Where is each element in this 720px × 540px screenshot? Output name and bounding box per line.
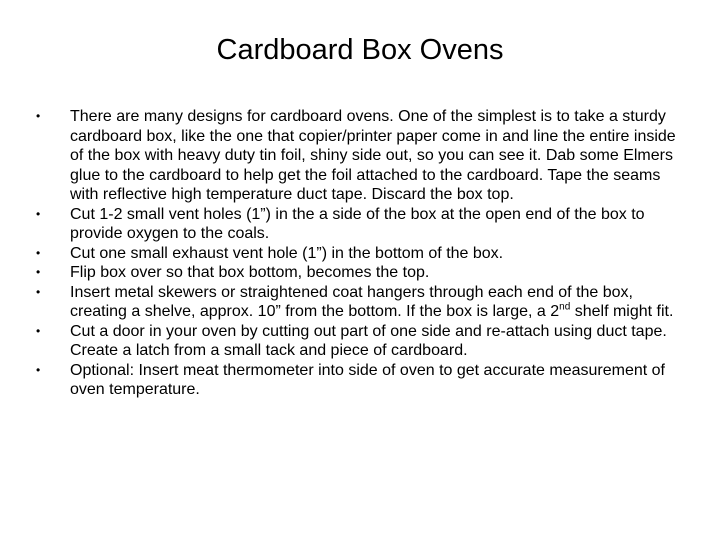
- bullet-text: Cut 1-2 small vent holes (1”) in the a side of the box at the open end of the box to provide oxygen to the coals.: [70, 205, 645, 242]
- list-item: [36, 361, 686, 400]
- list-item: [36, 263, 686, 283]
- bullet-text-part: shelf might fit.: [570, 303, 674, 320]
- bullet-text: [70, 283, 686, 322]
- bullet-icon: •: [36, 245, 41, 260]
- slide-title: Cardboard Box Ovens: [216, 34, 504, 66]
- bullet-text: Cut a door in your oven by cutting out part of one side and re-attach using duct tape. Create a latch from a small tack and piece of cardboard.: [70, 322, 667, 359]
- list-item: [36, 244, 686, 264]
- list-item: [36, 205, 686, 244]
- list-item: [36, 283, 686, 322]
- bullet-icon: •: [36, 284, 41, 299]
- bullet-icon: •: [36, 206, 41, 221]
- ordinal-suffix: nd: [559, 301, 571, 313]
- bullet-text: Flip box over so that box bottom, becomes the top.: [70, 264, 430, 281]
- bullet-text: Optional: Insert meat thermometer into side of oven to get accurate measurement of oven temperature.: [70, 361, 665, 398]
- bullet-text-part: Insert metal skewers or straightened coat hangers through each end of the box, creating a shelve, approx. 10” from the bottom. If the box is large, a 2: [70, 283, 633, 320]
- list-item: [36, 322, 686, 361]
- bullet-icon: •: [36, 323, 41, 338]
- bullet-text: Cut one small exhaust vent hole (1”) in the bottom of the box.: [70, 244, 504, 262]
- bullet-icon: •: [36, 362, 41, 377]
- bullet-icon: •: [36, 109, 41, 123]
- bullet-text: There are many designs for cardboard ovens. One of the simplest is to take a sturdy cardboard box, like the one that copier/printer paper come in and line the entire inside of the box with heavy duty tin foil, shiny side out, so you can see it. Dab some Elmers glue to the cardboard to help get the foil attached to the cardboard. Tape the seams with reflective high temperature duct tape. Discard the box top.: [70, 108, 676, 203]
- bullet-icon: •: [36, 265, 41, 279]
- list-item: [36, 107, 686, 205]
- bullet-list: [36, 107, 686, 400]
